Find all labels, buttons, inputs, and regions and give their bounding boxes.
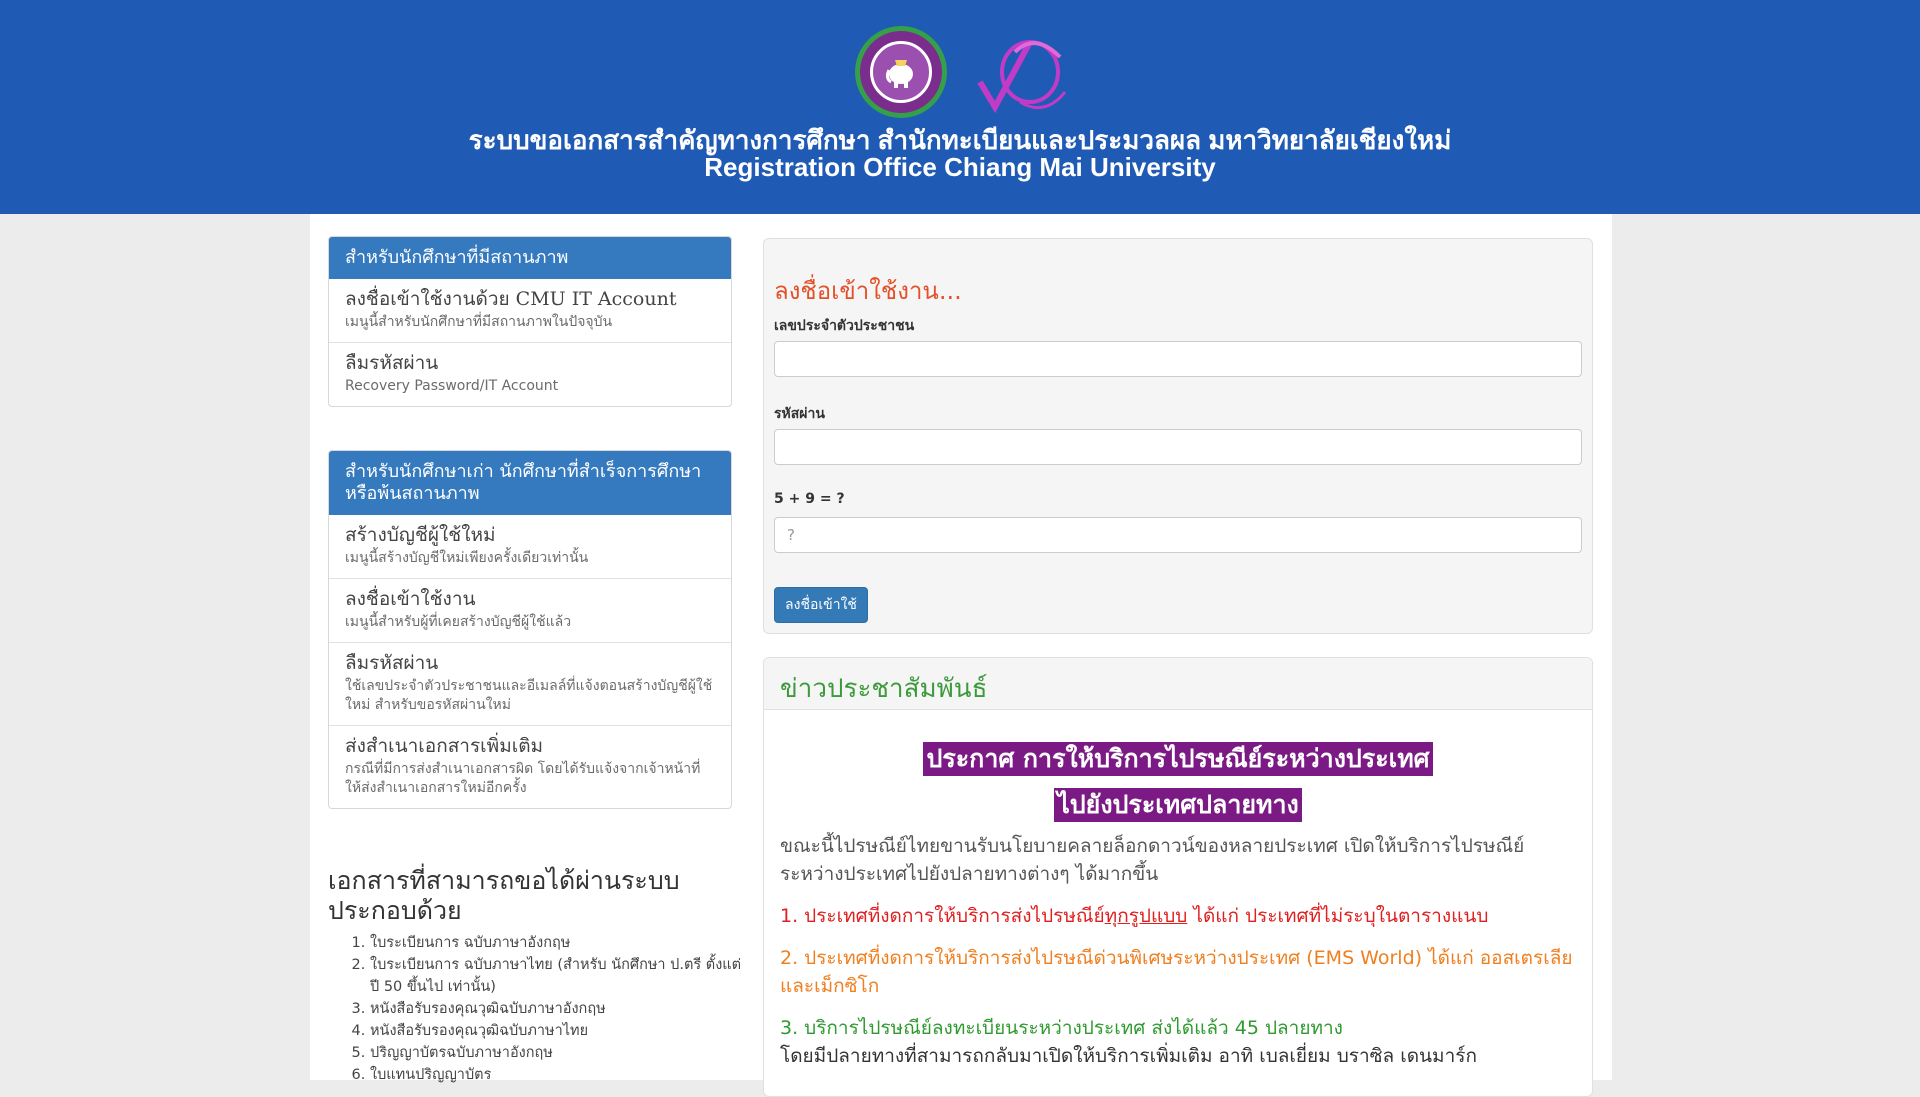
news-item-1-underline: ทุกรูปแบบ (1104, 905, 1188, 927)
main-container (310, 214, 1612, 1083)
menu-item-subtitle: ใช้เลขประจำตัวประชาชนและอีเมลล์ที่แจ้งตอนสร้างบัญชีผู้ใช้ใหม่ สำหรับขอรหัสผ่านใหม่ (345, 678, 713, 713)
password-input[interactable] (774, 429, 1582, 465)
news-item-2: 2. ประเทศที่งดการให้บริการส่งไปรษณีด่วนพิเศษระหว่างประเทศ (EMS World) ได้แก่ ออสเตรเลีย และเม็กซิโก (780, 947, 1573, 997)
login-button[interactable]: ลงชื่อเข้าใช้ (774, 587, 868, 623)
list-item: 2. ใบระเบียนการ ฉบับภาษาไทย (สำหรับ นักศึกษา ป.ตรี ตั้งแต่ปี 50 ขึ้นไป เท่านั้น) (370, 954, 750, 998)
university-seal-icon (855, 26, 947, 118)
password-label: รหัสผ่าน (774, 406, 825, 422)
menu-item-title: ลืมรหัสผ่าน (345, 652, 439, 674)
login-heading: ลงชื่อเข้าใช้งาน... (774, 277, 962, 305)
captcha-input[interactable] (774, 517, 1582, 553)
available-documents-list (348, 932, 750, 1086)
announcement-line-1: ประกาศ การให้บริการไปรษณีย์ระหว่างประเทศ (923, 742, 1432, 776)
list-item: 1. ใบระเบียนการ ฉบับภาษาอังกฤษ (370, 932, 750, 954)
site-title-thai: ระบบขอเอกสารสำคัญทางการศึกษา สำนักทะเบียนและประมวลผล มหาวิทยาลัยเชียงใหม่ (468, 125, 1452, 155)
news-panel (763, 657, 1593, 1097)
alumni-panel (328, 450, 732, 809)
create-account-link[interactable] (329, 515, 731, 578)
list-item: 3. หนังสือรับรองคุณวุฒิฉบับภาษาอังกฤษ (370, 998, 750, 1020)
menu-item-title: ลงชื่อเข้าใช้งาน (345, 588, 476, 610)
alumni-panel-heading: สำหรับนักศึกษาเก่า นักศึกษาที่สำเร็จการศึกษา หรือพ้นสถานภาพ (329, 451, 731, 515)
send-additional-documents-link[interactable] (329, 725, 731, 808)
list-item: 4. หนังสือรับรองคุณวุฒิฉบับภาษาไทย (370, 1020, 750, 1042)
news-body (764, 832, 1592, 1070)
news-item-1 (780, 902, 1576, 930)
menu-item-subtitle: กรณีที่มีการส่งสำเนาเอกสารผิด โดยได้รับแจ้งจากเจ้าหน้าที่ ให้ส่งสำเนาเอกสารใหม่อีกครั้ง (345, 761, 701, 796)
current-student-panel (328, 236, 732, 407)
menu-item-subtitle: Recovery Password/IT Account (345, 378, 559, 394)
list-item: 6. ใบแทนปริญญาบัตร (370, 1064, 750, 1086)
registration-office-logo-icon (960, 22, 1075, 122)
announcement-banner (764, 742, 1592, 822)
current-student-panel-heading: สำหรับนักศึกษาที่มีสถานภาพ (329, 237, 731, 279)
news-item-1-rest: ได้แก่ ประเทศที่ไม่ระบุในตารางแนบ (1187, 905, 1489, 927)
citizen-id-label: เลขประจำตัวประชาชน (774, 318, 915, 334)
available-documents-title: เอกสารที่สามารถขอได้ผ่านระบบประกอบด้วย (328, 866, 680, 925)
news-item-1-text: 1. ประเทศที่งดการให้บริการส่งไปรษณีย์ (780, 905, 1105, 927)
news-heading: ข่าวประชาสัมพันธ์ (764, 658, 1592, 710)
cmu-it-account-login-link[interactable] (329, 279, 731, 342)
menu-item-subtitle: เมนูนี้สร้างบัญชีใหม่เพียงครั้งเดียวเท่านั้น (345, 550, 589, 566)
news-intro: ขณะนี้ไปรษณีย์ไทยขานรับนโยบายคลายล็อกดาวน์ของหลายประเทศ เปิดให้บริการไปรษณีย์ระหว่างประเทศไปยังปลายทางต่างๆ ได้มากขึ้น (780, 835, 1525, 885)
alumni-login-link[interactable] (329, 578, 731, 642)
site-title-english: Registration Office Chiang Mai University (704, 152, 1216, 182)
news-item-3-detail: โดยมีปลายทางที่สามารถกลับมาเปิดให้บริการเพิ่มเติม อาทิ เบลเยี่ยม บราซิล เดนมาร์ก (780, 1045, 1477, 1067)
announcement-line-2: ไปยังประเทศปลายทาง (1054, 788, 1302, 822)
menu-item-title: ลืมรหัสผ่าน (345, 352, 439, 374)
alumni-forgot-password-link[interactable] (329, 642, 731, 725)
menu-item-subtitle: เมนูนี้สำหรับนักศึกษาที่มีสถานภาพในปัจจุบัน (345, 314, 613, 330)
login-form (763, 238, 1593, 634)
menu-item-subtitle: เมนูนี้สำหรับผู้ที่เคยสร้างบัญชีผู้ใช้แล้ว (345, 614, 572, 630)
recover-password-link[interactable] (329, 342, 731, 406)
menu-item-title: สร้างบัญชีผู้ใช้ใหม่ (345, 524, 496, 546)
captcha-label: 5 + 9 = ? (774, 491, 845, 507)
menu-item-title: ส่งสำเนาเอกสารเพิ่มเติม (345, 735, 544, 757)
citizen-id-input[interactable] (774, 341, 1582, 377)
news-item-3: 3. บริการไปรษณีย์ลงทะเบียนระหว่างประเทศ ส่งได้แล้ว 45 ปลายทาง (780, 1017, 1343, 1039)
menu-item-title: ลงชื่อเข้าใช้งานด้วย CMU IT Account (345, 288, 677, 310)
list-item: 5. ปริญญาบัตรฉบับภาษาอังกฤษ (370, 1042, 750, 1064)
site-header (0, 0, 1920, 214)
